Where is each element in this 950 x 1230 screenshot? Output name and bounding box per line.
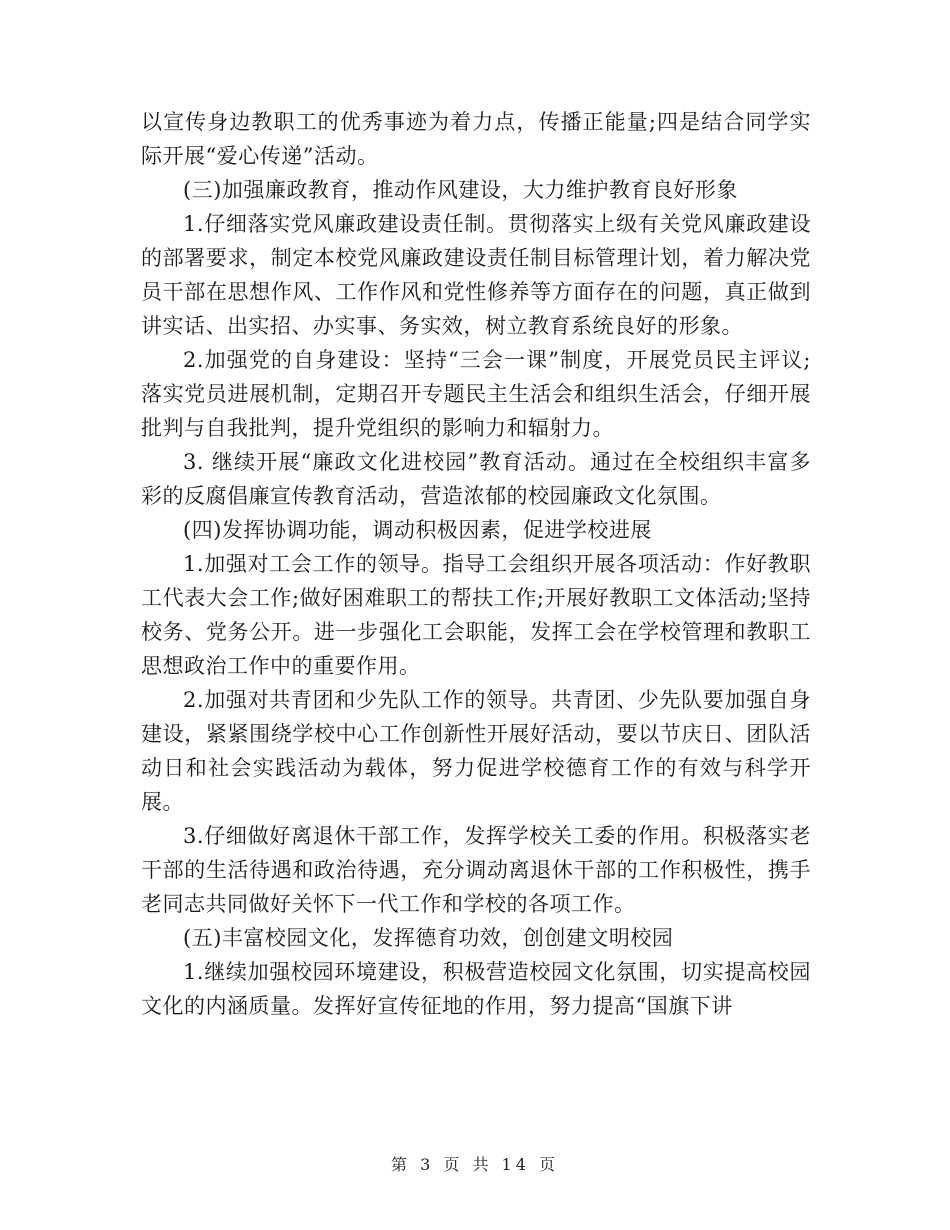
page-footer: 第 3 页 共 14 页: [391, 1155, 559, 1174]
paragraph: 1.仔细落实党风廉政建设责任制。贯彻落实上级有关党风廉政建设的部署要求，制定本校党风廉政建设责任制目标管理计划，着力解决党员干部在思想作风、工作作风和党性修养等方面存在的问题，真正做到讲实话、出实招、办实事、务实效，树立教育系统良好的形象。: [141, 212, 811, 338]
paragraph: 3. 继续开展“廉政文化进校园”教育活动。通过在全校组织丰富多彩的反腐倡廉宣传教育活动，营造浓郁的校园廉政文化氛围。: [141, 450, 811, 508]
paragraph: 2.加强党的自身建设：坚持“三会一课”制度，开展党员民主评议;落实党员进展机制，定期召开专题民主生活会和组织生活会，仔细开展批判与自我批判，提升党组织的影响力和辐射力。: [141, 348, 811, 440]
paragraph: 2.加强对共青团和少先队工作的领导。共青团、少先队要加强自身建设，紧紧围绕学校中心工作创新性开展好活动，要以节庆日、团队活动日和社会实践活动为载体，努力促进学校德育工作的有效与科学开展。: [141, 688, 811, 814]
paragraph: 1.继续加强校园环境建设，积极营造校园文化氛围，切实提高校园文化的内涵质量。发挥好宣传征地的作用，努力提高“国旗下讲: [141, 960, 811, 1018]
section-heading: (三)加强廉政教育，推动作风建设，大力维护教育良好形象: [183, 178, 738, 202]
paragraph: 3.仔细做好离退休干部工作，发挥学校关工委的作用。积极落实老干部的生活待遇和政治待遇，充分调动离退休干部的工作积极性，携手老同志共同做好关怀下一代工作和学校的各项工作。: [141, 824, 811, 916]
paragraph: 以宣传身边教职工的优秀事迹为着力点，传播正能量;四是结合同学实际开展“爱心传递”活动。: [141, 110, 811, 168]
section-heading: (四)发挥协调功能，调动积极因素，促进学校进展: [183, 518, 652, 542]
document-body: [141, 105, 811, 1023]
paragraph: 1.加强对工会工作的领导。指导工会组织开展各项活动：作好教职工代表大会工作;做好困难职工的帮扶工作;开展好教职工文体活动;坚持校务、党务公开。进一步强化工会职能，发挥工会在学校管理和教职工思想政治工作中的重要作用。: [141, 552, 811, 678]
section-heading: (五)丰富校园文化，发挥德育功效，创创建文明校园: [183, 926, 674, 950]
